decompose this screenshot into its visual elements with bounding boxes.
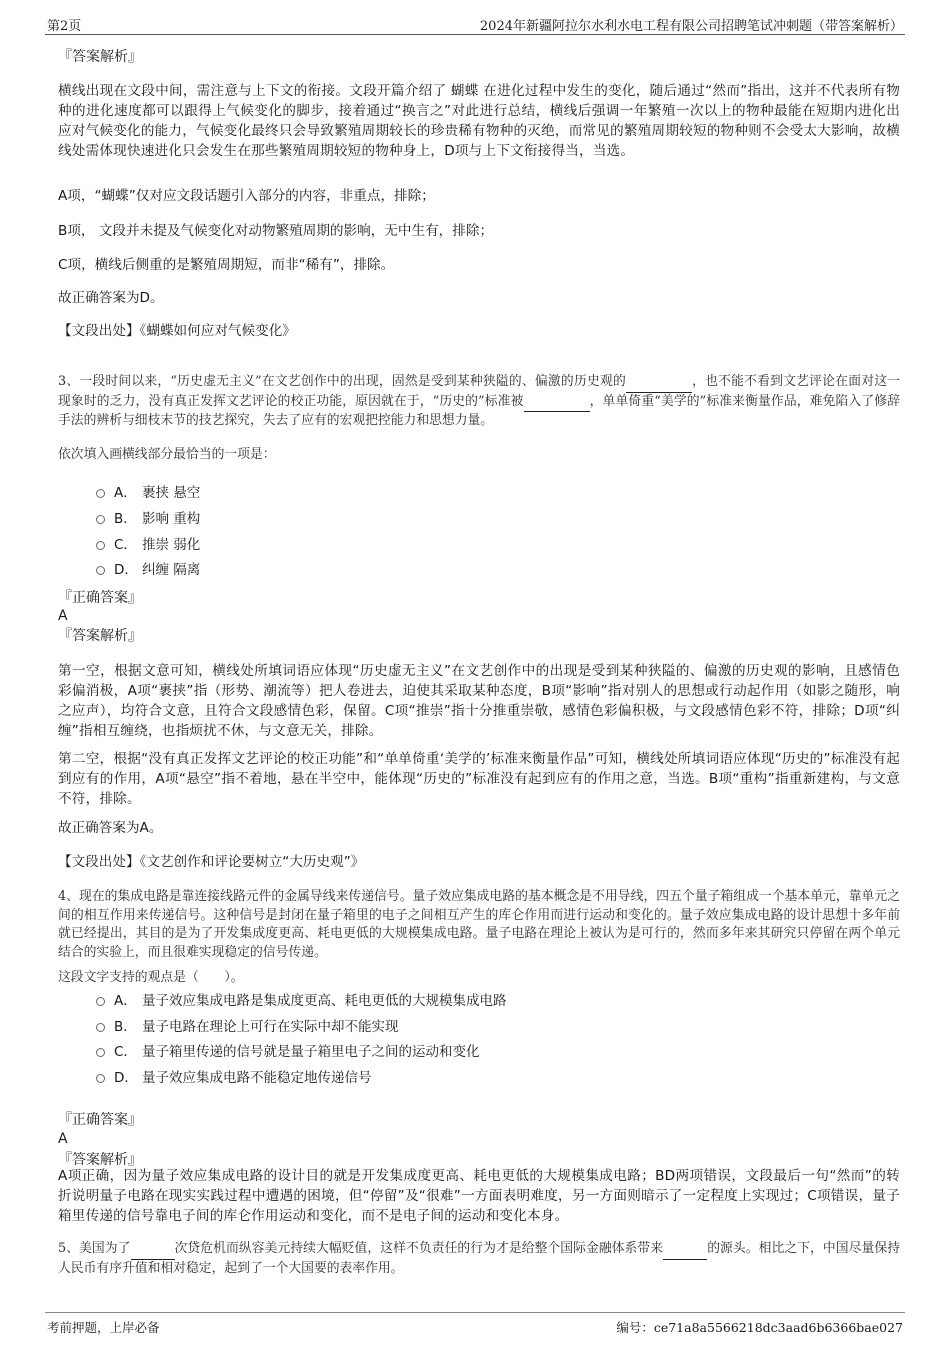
analysis-line-a: A项，“蝴蝶”仅对应文段话题引入部分的内容，非重点，排除； bbox=[58, 188, 435, 204]
correct-answer-label: 『正确答案』 bbox=[58, 1112, 142, 1128]
analysis-label: 『答案解析』 bbox=[58, 628, 142, 644]
radio-icon[interactable] bbox=[96, 1074, 105, 1083]
footer-slogan: 考前押题，上岸必备 bbox=[47, 1320, 160, 1335]
option-a[interactable]: A． 裹挟 悬空 bbox=[96, 483, 200, 503]
radio-icon[interactable] bbox=[96, 541, 105, 550]
option-d[interactable]: D． 量子效应集成电路不能稳定地传递信号 bbox=[96, 1068, 372, 1088]
analysis-line-c: C项，横线后侧重的是繁殖周期短，而非“稀有”，排除。 bbox=[58, 257, 395, 273]
question-3-prompt: 依次填入画横线部分最恰当的一项是： bbox=[58, 447, 276, 462]
question-5-text: 5、美国为了 次贷危机而纵容美元持续大幅贬值，这样不负责任的行为才是给整个国际金融体系带来 的源头。相比之下，中国尽量保持人民币有序升值和相对稳定，起到了一个大国要的表率作用。 bbox=[58, 1241, 901, 1276]
question-4-prompt: 这段文字支持的观点是（ ）。 bbox=[58, 970, 244, 985]
analysis-paragraph-1: 第一空，根据文意可知，横线处所填词语应体现“历史虚无主义”在文艺创作中的出现是受到某种狭隘的、偏激的历史观的影响，且感情色彩偏消极，A项“裹挟”指（形势、潮流等）把人卷进去，迫使其采取某种态度，B项“影响”指对别人的思想或行动起作用（如影之随形，响之应声），均符合文意，且符合文段感情色彩，保留。C项“推崇”指十分推重崇敬，感情色彩偏积极，与文段感情色彩不符，排除；D项“纠缠”指相互缠绕，也指烦扰不休，与文意无关，排除。 bbox=[58, 663, 900, 739]
page-header bbox=[45, 12, 905, 35]
option-c[interactable]: C． 量子箱里传递的信号就是量子箱里电子之间的运动和变化 bbox=[96, 1042, 480, 1062]
radio-icon[interactable] bbox=[96, 1023, 105, 1032]
conclusion: 故正确答案为D。 bbox=[58, 290, 164, 306]
source-citation: 【文段出处】《文艺创作和评论要树立“大历史观”》 bbox=[58, 854, 365, 870]
analysis-paragraph: A项正确，因为量子效应集成电路的设计目的就是开发集成度更高、耗电更低的大规模集成电路；BD两项错误，文段最后一句“然而”的转折说明量子电路在现实实践过程中遭遇的困境，但“停留”及“很难”一方面表明难度，另一方面则暗示了一定程度上实现过；C项错误，量子箱里传递的信号靠电子间的库仑作用运动和变化，而不是电子间的运动和变化本身。 bbox=[58, 1168, 900, 1224]
option-b[interactable]: B． 影响 重构 bbox=[96, 509, 200, 529]
question-3-text: 3、一段时间以来，“历史虚无主义”在文艺创作中的出现，固然是受到某种狭隘的、偏激的历史观的 ，也不能不看到文艺评论在面对这一现象时的乏力，没有真正发挥文艺评论的校正功能，原因就在于，“历史的”标准被 ，单单倚重“美学的”标准来衡量作品，难免陷入了修辞手法的辨析与细枝末节的技艺探究，失去了应有的宏观把控能力和思想力量。 bbox=[58, 374, 900, 428]
document-id: 编号：ce71a8a5566218dc3aad6b6366bae027 bbox=[616, 1320, 903, 1335]
conclusion: 故正确答案为A。 bbox=[58, 820, 163, 836]
option-c[interactable]: C． 推崇 弱化 bbox=[96, 535, 200, 555]
radio-icon[interactable] bbox=[96, 515, 105, 524]
document-title: 2024年新疆阿拉尔水利水电工程有限公司招聘笔试冲刺题（带答案解析） bbox=[479, 19, 903, 34]
radio-icon[interactable] bbox=[96, 489, 105, 498]
page-number: 第2页 bbox=[47, 19, 82, 34]
fill-blank bbox=[626, 373, 692, 393]
analysis-paragraph-2: 第二空，根据“没有真正发挥文艺评论的校正功能”和“单单倚重‘美学的’标准来衡量作品”可知，横线处所填词语应体现“历史的”标准没有起到应有的作用，A项“悬空”指不着地，悬在半空中，能体现“历史的”标准没有起到应有的作用之意，当选。B项“重构”指重新建构，与文意不符，排除。 bbox=[58, 751, 900, 807]
fill-blank bbox=[524, 393, 590, 413]
page-footer bbox=[45, 1312, 905, 1339]
radio-icon[interactable] bbox=[96, 566, 105, 575]
analysis-label: 『答案解析』 bbox=[58, 49, 142, 65]
option-d[interactable]: D． 纠缠 隔离 bbox=[96, 560, 200, 580]
analysis-paragraph: 横线出现在文段中间，需注意与上下文的衔接。文段开篇介绍了 蝴蝶 在进化过程中发生的变化，随后通过“然而”指出，这并不代表所有物种的进化速度都可以跟得上气候变化的脚步，接着通过“换言之”对此进行总结，横线后强调一年繁殖一次以上的物种最能在短期内进化出应对气候变化的能力，气候变化最终只会导致繁殖周期较长的珍贵稀有物种的灭绝，而常见的繁殖周期较短的物种则不会受太大影响，故横线处需体现快速进化只会发生在那些繁殖周期较短的物种身上，D项与上下文衔接得当，当选。 bbox=[58, 83, 900, 159]
option-a[interactable]: A． 量子效应集成电路是集成度更高、耗电更低的大规模集成电路 bbox=[96, 991, 507, 1011]
correct-answer-label: 『正确答案』 bbox=[58, 590, 142, 606]
fill-blank bbox=[663, 1240, 707, 1260]
fill-blank bbox=[131, 1240, 175, 1260]
radio-icon[interactable] bbox=[96, 997, 105, 1006]
correct-answer: A bbox=[58, 608, 68, 624]
analysis-label: 『答案解析』 bbox=[58, 1152, 142, 1168]
option-b[interactable]: B． 量子电路在理论上可行在实际中却不能实现 bbox=[96, 1017, 399, 1037]
correct-answer: A bbox=[58, 1131, 68, 1147]
analysis-line-b: B项， 文段并未提及气候变化对动物繁殖周期的影响，无中生有，排除； bbox=[58, 223, 494, 239]
question-4-text: 4、现在的集成电路是靠连接线路元件的金属导线来传递信号。量子效应集成电路的基本概念是不用导线，四五个量子箱组成一个基本单元，靠单元之间的相互作用来传递信号。这种信号是封闭在量子箱里的电子之间相互产生的库仑作用而进行运动和变化的。量子效应集成电路的设计思想十多年前就已经提出，其目的是为了开发集成度更高、耗电更低的大规模集成电路。量子电路在理论上被认为是可行的，然而多年来其研究只停留在两个单元结合的实验上，而且很难实现稳定的信号传递。 bbox=[58, 889, 900, 960]
radio-icon[interactable] bbox=[96, 1048, 105, 1057]
source-citation: 【文段出处】《蝴蝶如何应对气候变化》 bbox=[58, 323, 296, 339]
